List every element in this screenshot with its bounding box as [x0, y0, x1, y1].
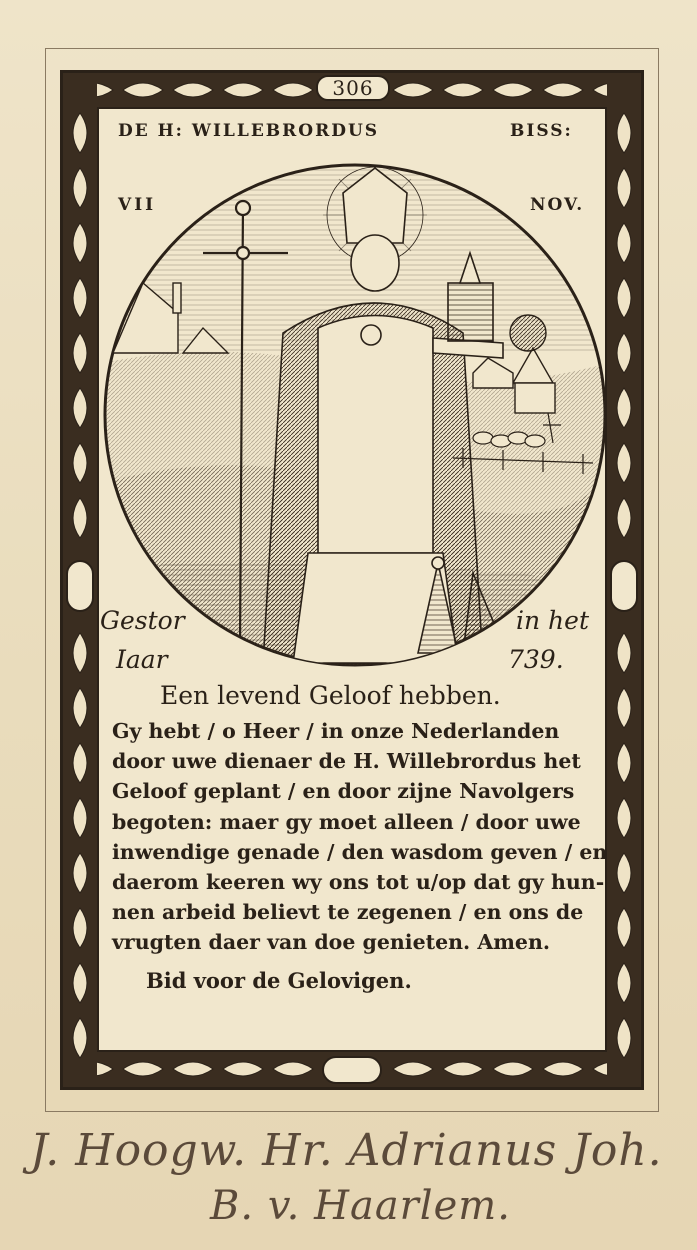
rosette-ornament-bottom [322, 1056, 382, 1084]
feast-month: NOV. [530, 195, 585, 215]
handwritten-inscription-line-2: B. v. Haarlem. [210, 1183, 511, 1229]
prayer-line: door uwe dienaer de H. Willebrordus het [112, 749, 581, 774]
death-note-right-top: in het [516, 606, 589, 635]
rosette-ornament-right [610, 560, 638, 612]
death-note-left-top: Gestor [100, 606, 185, 635]
title-abbreviation: BISS: [510, 121, 573, 141]
saint-title: DE H: WILLEBRORDUS [118, 121, 380, 141]
prayer-line: Geloof geplant / en door zijne Navolgers [112, 779, 575, 804]
prayer-heading: Een levend Geloof hebben. [160, 681, 501, 710]
prayer-line: daerom keeren wy ons tot u/op dat gy hun- [112, 870, 605, 895]
handwritten-inscription-line-1: J. Hoogw. Hr. Adrianus Joh. [30, 1125, 663, 1176]
rosette-ornament-left [66, 560, 94, 612]
closing-invocation: Bid voor de Gelovigen. [146, 968, 412, 993]
prayer-line: inwendige genade / den wasdom geven / en [112, 839, 608, 864]
prayer-line: vrugten daer van doe genieten. Amen. [112, 930, 551, 955]
prayer-line: nen arbeid believt te zegenen / en ons de [112, 900, 584, 925]
saint-medallion-engraving [103, 163, 608, 668]
death-note-left-bottom: Iaar [116, 645, 168, 674]
prayer-text [112, 716, 608, 958]
prayer-line: Gy hebt / o Heer / in onze Nederlanden [112, 719, 560, 743]
prayer-line: begoten: maer gy moet alleen / door uwe [112, 809, 581, 834]
feast-day: VII [118, 195, 157, 215]
death-note-year: 739. [508, 645, 564, 674]
page-number: 306 [316, 75, 390, 101]
